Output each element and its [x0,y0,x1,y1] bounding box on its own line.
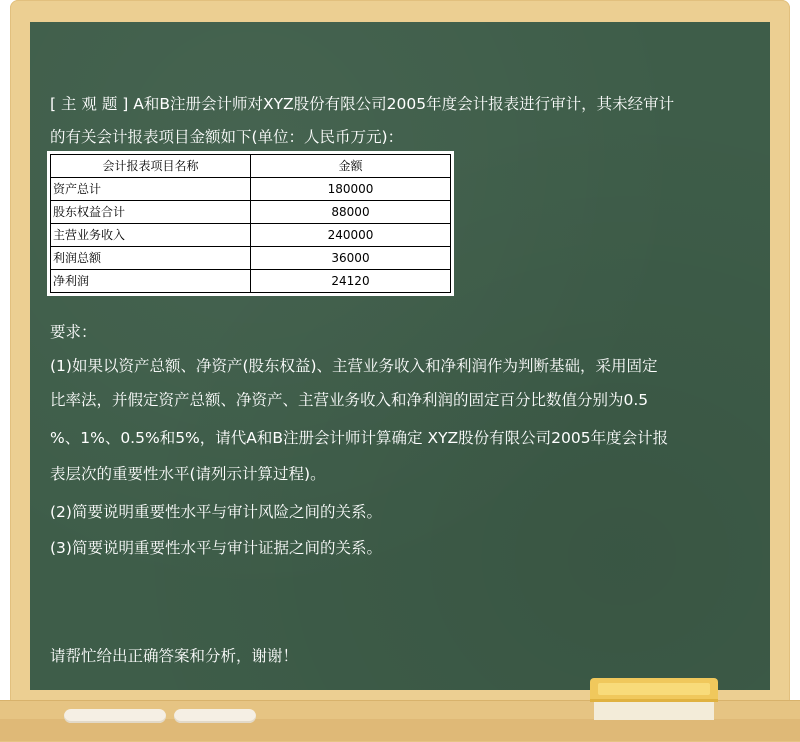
table-cell-item: 股东权益合计 [51,201,251,224]
table-cell-amount: 88000 [251,201,451,224]
requirements-title: 要求： [50,323,97,341]
chalk-stick [64,709,166,723]
requirement-1-line-3: %、1%、0.5%和5%，请代A和B注册会计师计算确定 XYZ股份有限公司2005年度会计报 [50,429,669,447]
table-cell-amount: 24120 [251,270,451,293]
table-header-item: 会计报表项目名称 [51,155,251,178]
financial-table [50,154,451,293]
requirement-1-line-2: 比率法，并假定资产总额、净资产、主营业务收入和净利润的固定百分比数值分别为0.5 [50,391,649,409]
chalk-stick [174,709,256,723]
closing-request: 请帮忙给出正确答案和分析，谢谢！ [50,647,299,665]
table-cell-amount: 240000 [251,224,451,247]
table-row [51,247,451,270]
table-cell-item: 主营业务收入 [51,224,251,247]
eraser [590,678,718,720]
table-row [51,201,451,224]
requirement-2: (2)简要说明重要性水平与审计风险之间的关系。 [50,503,382,521]
table-cell-amount: 180000 [251,178,451,201]
table-cell-item: 净利润 [51,270,251,293]
requirement-3: (3)简要说明重要性水平与审计证据之间的关系。 [50,539,382,557]
table-cell-item: 利润总额 [51,247,251,270]
eraser-felt [594,702,714,720]
table-cell-item: 资产总计 [51,178,251,201]
table-cell-amount: 36000 [251,247,451,270]
table-header-row [51,155,451,178]
eraser-handle-highlight [598,683,710,695]
question-line-2: 的有关会计报表项目金额如下(单位：人民币万元)： [50,128,404,146]
table-row [51,270,451,293]
table-header-amount: 金额 [251,155,451,178]
question-line-1: [ 主 观 题 ] A和B注册会计师对XYZ股份有限公司2005年度会计报表进行审计，其未经审计 [50,95,675,113]
requirement-1-line-1: (1)如果以资产总额、净资产(股东权益)、主营业务收入和净利润作为判断基础，采用固定 [50,357,658,375]
table-row [51,178,451,201]
requirement-1-line-4: 表层次的重要性水平(请列示计算过程)。 [50,465,326,483]
table-row [51,224,451,247]
